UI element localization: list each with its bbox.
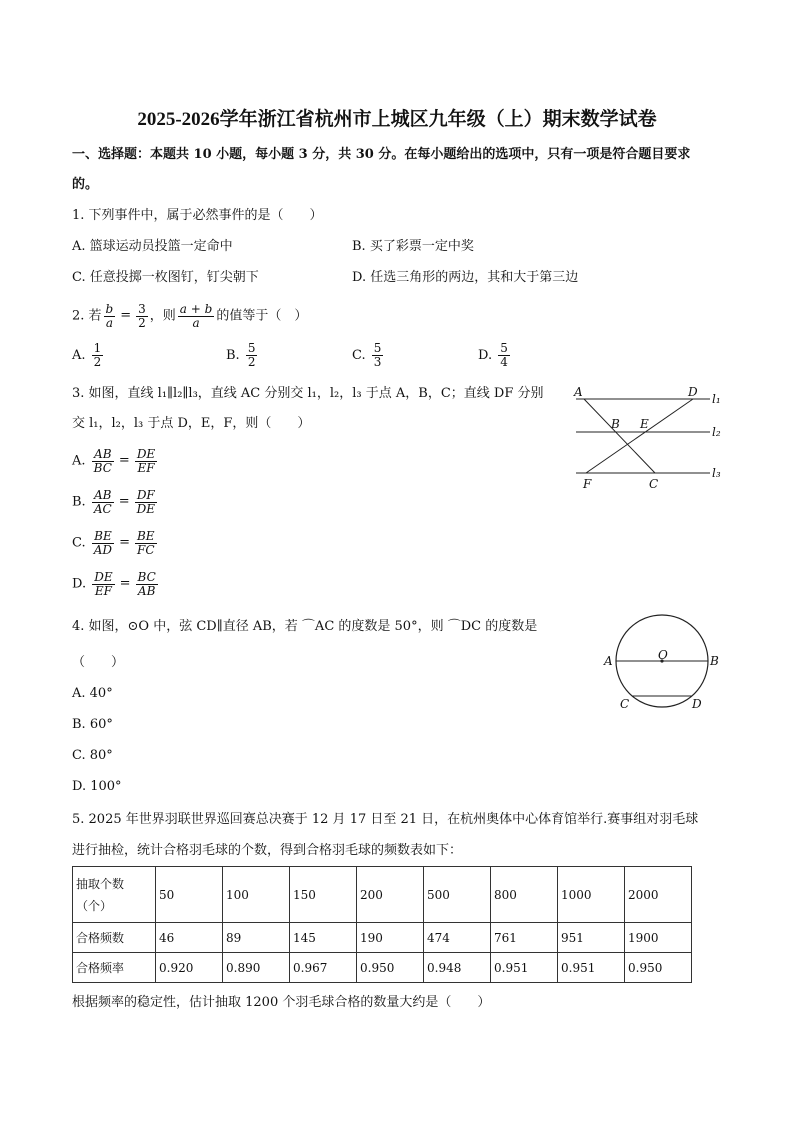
q4-option-d: D. 100° bbox=[72, 779, 122, 794]
option-frac-right bbox=[135, 448, 157, 475]
frac-den: 2 bbox=[138, 315, 146, 330]
table-cell: 0.890 bbox=[223, 953, 290, 983]
option-frac-left bbox=[92, 489, 114, 516]
option-frac-left bbox=[92, 530, 114, 557]
option-frac-right bbox=[135, 489, 157, 516]
frac-num: 5 bbox=[247, 341, 256, 355]
q4-option-b: B. 60° bbox=[72, 717, 113, 732]
q3-parallel-lines-figure bbox=[566, 378, 726, 494]
section-heading: 一、选择题：本题共 10 小题，每小题 3 分，共 30 分。在每小题给出的选项中，只有一项是符合题目要求 bbox=[72, 147, 691, 162]
q2-stem bbox=[72, 302, 307, 331]
point-label-o: O bbox=[658, 648, 668, 662]
q4-stem-cont: （ ） bbox=[72, 655, 125, 670]
q1-option-c: C. 任意投掷一枚图钉，钉尖朝下 bbox=[72, 270, 259, 285]
frac-den: FC bbox=[137, 542, 155, 557]
equals-sign: = bbox=[119, 576, 131, 591]
frac-den: a bbox=[105, 315, 113, 330]
option-frac bbox=[246, 342, 258, 369]
point-label-e: E bbox=[640, 417, 649, 431]
table-row-header bbox=[73, 867, 156, 923]
table-row-header: 合格频率 bbox=[73, 953, 156, 983]
option-label: B. bbox=[72, 494, 86, 510]
table-cell: 500 bbox=[424, 867, 491, 923]
q3-stem: 3. 如图，直线 l₁∥l₂∥l₃，直线 AC 分别交 l₁，l₂，l₃ 于点 A，B，C；直线 DF 分别 bbox=[72, 386, 544, 401]
table-cell: 0.951 bbox=[558, 953, 625, 983]
table-cell: 0.920 bbox=[156, 953, 223, 983]
line-ac bbox=[584, 399, 655, 473]
table-row bbox=[73, 923, 692, 953]
frac-den: AD bbox=[93, 542, 113, 557]
line-label-l1: l₁ bbox=[712, 392, 721, 406]
point-label-a: A bbox=[574, 385, 583, 399]
frac-den: 4 bbox=[500, 355, 508, 369]
table-cell: 0.951 bbox=[491, 953, 558, 983]
q2-mid: ，则 bbox=[149, 308, 176, 324]
q2-frac-b-over-a bbox=[104, 303, 116, 330]
q2-prefix: 2. 若 bbox=[72, 308, 102, 324]
point-label-d: D bbox=[688, 385, 698, 399]
q2-option-b bbox=[226, 342, 259, 370]
frac-den: AC bbox=[93, 501, 112, 516]
q2-option-d bbox=[478, 342, 512, 370]
header-line: 抽取个数 bbox=[76, 876, 125, 891]
table-cell: 800 bbox=[491, 867, 558, 923]
q1-stem: 1. 下列事件中，属于必然事件的是（ ） bbox=[72, 208, 323, 223]
frac-num: BE bbox=[94, 528, 112, 543]
frac-num: 3 bbox=[138, 301, 146, 316]
q4-option-c: C. 80° bbox=[72, 748, 113, 763]
option-label: B. bbox=[226, 348, 240, 363]
table-cell: 0.950 bbox=[625, 953, 692, 983]
frac-num: DE bbox=[94, 569, 113, 584]
q1-option-b: B. 买了彩票一定中奖 bbox=[352, 239, 474, 254]
table-cell: 145 bbox=[290, 923, 357, 953]
frac-den: DE bbox=[136, 501, 155, 516]
frac-num: 5 bbox=[500, 341, 508, 355]
q3-option-a bbox=[72, 446, 159, 477]
frac-den: 2 bbox=[247, 355, 256, 369]
q1-option-a: A. 篮球运动员投篮一定命中 bbox=[72, 239, 233, 254]
table-row bbox=[73, 953, 692, 983]
table-cell: 190 bbox=[357, 923, 424, 953]
q2-option-c bbox=[352, 342, 385, 370]
frac-num: AB bbox=[94, 487, 112, 502]
equals-sign: = bbox=[119, 535, 130, 550]
frac-den: EF bbox=[94, 583, 112, 598]
q5-question: 根据频率的稳定性，估计抽取 1200 个羽毛球合格的数量大约是（ ） bbox=[72, 995, 491, 1010]
q2-suffix: 的值等于（ ） bbox=[216, 308, 308, 324]
frac-den: 3 bbox=[373, 355, 382, 369]
equals-sign: = bbox=[120, 308, 132, 323]
point-label-f: F bbox=[583, 477, 592, 491]
frac-den: 2 bbox=[93, 355, 102, 369]
section-heading-cont: 的。 bbox=[72, 177, 99, 192]
point-label-a: A bbox=[604, 654, 613, 668]
option-frac-left bbox=[92, 448, 114, 475]
option-label: D. bbox=[478, 348, 493, 363]
option-frac bbox=[372, 342, 384, 369]
point-label-b: B bbox=[611, 417, 620, 431]
option-frac-right bbox=[136, 571, 158, 598]
frequency-table bbox=[72, 866, 692, 983]
frac-num: AB bbox=[94, 446, 112, 461]
frac-den: a bbox=[192, 315, 200, 330]
table-cell: 150 bbox=[290, 867, 357, 923]
table-cell: 761 bbox=[491, 923, 558, 953]
header-line: （个） bbox=[76, 898, 113, 913]
table-cell: 2000 bbox=[625, 867, 692, 923]
q4-stem: 4. 如图，⊙O 中，弦 CD∥直径 AB，若 ⌒AC 的度数是 50°，则 ⌒DC 的度数是 bbox=[72, 619, 538, 634]
option-label: C. bbox=[352, 348, 366, 363]
point-label-d: D bbox=[692, 697, 702, 711]
q3-option-b bbox=[72, 487, 159, 518]
equals-sign: = bbox=[118, 453, 130, 468]
table-cell: 200 bbox=[357, 867, 424, 923]
q5-stem: 5. 2025 年世界羽联世界巡回赛总决赛于 12 月 17 日至 21 日，在杭州奥体中心体育馆举行.赛事组对羽毛球 bbox=[72, 812, 699, 827]
frac-num: DF bbox=[136, 487, 155, 502]
table-cell: 46 bbox=[156, 923, 223, 953]
table-cell: 50 bbox=[156, 867, 223, 923]
page-title: 2025-2026学年浙江省杭州市上城区九年级（上）期末数学试卷 bbox=[137, 109, 657, 130]
point-label-c: C bbox=[620, 697, 630, 711]
q4-option-a: A. 40° bbox=[72, 686, 113, 701]
q3-option-c bbox=[72, 528, 159, 559]
q4-circle-figure bbox=[600, 612, 724, 716]
frac-num: a + b bbox=[179, 301, 213, 316]
table-row-header: 合格频数 bbox=[73, 923, 156, 953]
q2-frac-3-over-2 bbox=[136, 303, 148, 330]
table-cell: 89 bbox=[223, 923, 290, 953]
point-label-c: C bbox=[649, 477, 659, 491]
equals-sign: = bbox=[118, 494, 130, 509]
line-label-l2: l₂ bbox=[712, 425, 721, 439]
frac-num: BE bbox=[136, 528, 155, 543]
option-label: D. bbox=[72, 576, 87, 592]
frac-num: DE bbox=[136, 446, 156, 461]
line-label-l3: l₃ bbox=[712, 466, 721, 480]
table-cell: 474 bbox=[424, 923, 491, 953]
q3-option-d bbox=[72, 569, 160, 600]
frac-num: BC bbox=[137, 569, 156, 584]
point-label-b: B bbox=[710, 654, 719, 668]
option-frac bbox=[92, 342, 104, 369]
option-frac-left bbox=[92, 571, 114, 598]
frac-num: 5 bbox=[373, 341, 382, 355]
option-label: A. bbox=[72, 453, 86, 469]
table-cell: 0.948 bbox=[424, 953, 491, 983]
frac-num: 1 bbox=[93, 341, 102, 355]
frac-den: EF bbox=[137, 460, 155, 475]
frac-num: b bbox=[105, 301, 114, 316]
frac-den: BC bbox=[93, 460, 112, 475]
option-label: C. bbox=[72, 535, 86, 551]
table-cell: 951 bbox=[558, 923, 625, 953]
option-frac bbox=[498, 342, 510, 369]
q3-stem-cont: 交 l₁，l₂，l₃ 于点 D，E，F，则（ ） bbox=[72, 416, 311, 431]
q5-stem-cont: 进行抽检，统计合格羽毛球的个数，得到合格羽毛球的频数表如下： bbox=[72, 843, 463, 858]
table-cell: 1900 bbox=[625, 923, 692, 953]
q2-option-a bbox=[72, 342, 105, 370]
line-df bbox=[586, 399, 693, 473]
frac-den: AB bbox=[137, 583, 156, 598]
table-cell: 0.967 bbox=[290, 953, 357, 983]
q1-option-d: D. 任选三角形的两边，其和大于第三边 bbox=[352, 270, 579, 285]
table-cell: 100 bbox=[223, 867, 290, 923]
table-cell: 1000 bbox=[558, 867, 625, 923]
option-label: A. bbox=[72, 348, 86, 363]
table-row bbox=[73, 867, 692, 923]
q2-frac-a-plus-b-over-a bbox=[178, 303, 215, 330]
table-cell: 0.950 bbox=[357, 953, 424, 983]
option-frac-right bbox=[135, 530, 157, 557]
